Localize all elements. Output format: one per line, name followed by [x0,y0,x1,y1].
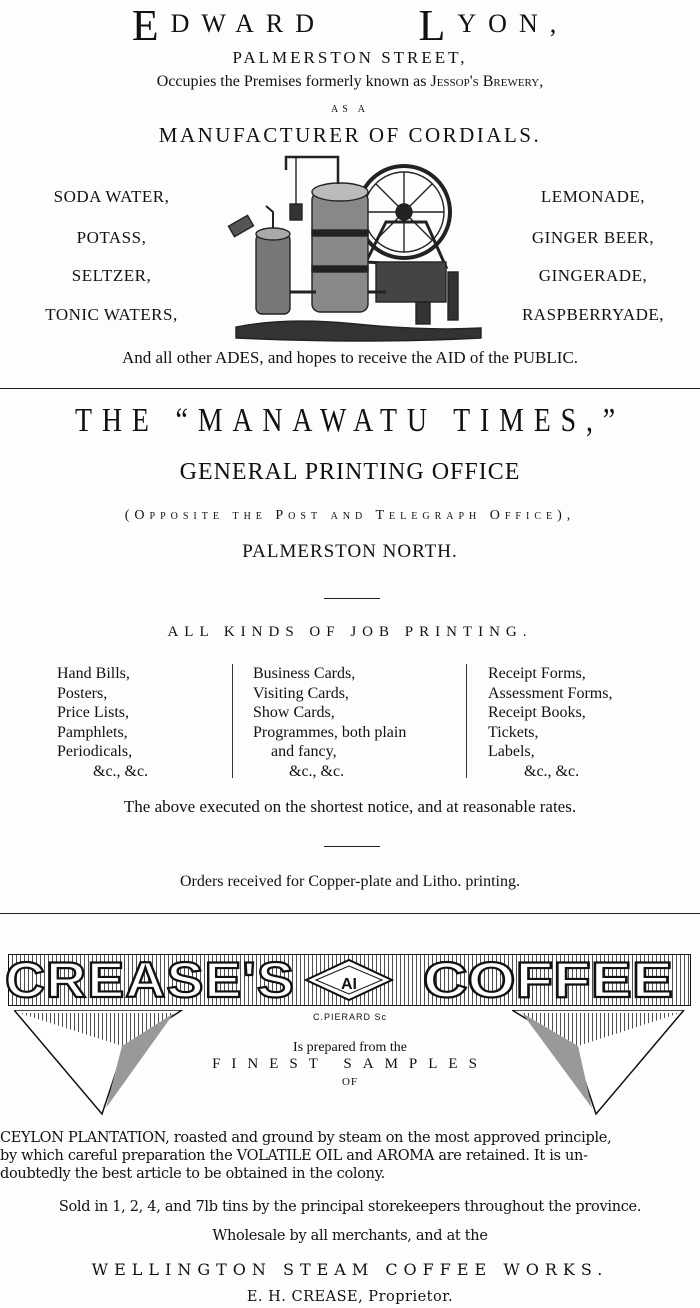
banner-badge-ai: AI [341,976,357,993]
initial-l: L [418,1,458,50]
town-line: PALMERSTON NORTH. [242,541,458,562]
banner-word-coffee: COFFEE [423,952,673,1008]
banner-word-creases: CREASE'S [5,952,295,1008]
short-rule-1 [324,598,380,599]
last-name-rest: YON, [457,9,569,38]
drink-left-1: SODA WATER, [53,187,170,206]
occupies-line [0,73,700,91]
section-divider-2 [0,913,700,914]
executed-notice: The above executed on the shortest notice, and at reasonable rates. [123,797,577,816]
coffee-works-line: WELLINGTON STEAM COFFEE WORKS. [91,1260,609,1279]
as-a-line: AS A [331,104,369,115]
proprietor-title: Proprietor. [363,1289,454,1305]
crease-banner-lettering [0,950,700,1012]
street-line: PALMERSTON STREET, [232,48,468,67]
printing-office-heading: GENERAL PRINTING OFFICE [179,459,521,485]
finest-samples-line: FINEST SAMPLES [212,1056,488,1072]
orders-notice: Orders received for Copper-plate and Litho. printing. [179,873,520,890]
manufacturer-line: MANUFACTURER OF CORDIALS. [158,123,542,147]
drink-left-3: SELTZER, [71,266,152,285]
job-list-col-2 [253,664,406,781]
job-item: Assessment Forms, [488,684,613,702]
job-item: Hand Bills, [57,665,130,682]
job-item: Show Cards, [253,704,335,721]
job-item: Price Lists, [57,704,129,721]
coffee-description [0,1129,700,1183]
job-item: &c., &c. [289,762,345,780]
description-line: CEYLON PLANTATION, roasted and ground by steam on the most approved principle, [0,1130,612,1146]
job-item: Tickets, [488,723,539,741]
description-line: doubtedly the best article to be obtained in the colony. [0,1166,385,1182]
of-line: OF [341,1076,359,1088]
first-name-rest: DWARD [170,9,326,38]
job-item: &c., &c. [93,762,149,780]
drink-left-2: POTASS, [76,228,147,247]
job-item: Receipt Forms, [488,665,586,682]
job-list-col-3 [488,664,612,781]
job-item: Business Cards, [253,665,356,682]
drink-right-1: LEMONADE, [540,187,646,206]
sold-in-tins-line: Sold in 1, 2, 4, and 7lb tins by the principal storekeepers throughout the province. [58,1199,642,1215]
job-item: and fancy, [271,743,337,760]
ades-tagline: And all other ADES, and hopes to receive the AID of the PUBLIC. [121,348,579,367]
soda-machine-illustration [226,152,488,346]
job-list-col-1 [57,664,148,781]
wholesale-line: Wholesale by all merchants, and at the [212,1228,488,1244]
short-rule-2 [324,846,380,847]
job-item: Labels, [488,743,535,760]
column-divider [232,664,233,778]
prepared-line: Is prepared from the [293,1040,407,1055]
drink-right-4: RASPBERRYADE, [521,305,665,324]
manawatu-times-title: THE “MANAWATU TIMES,” [74,402,626,439]
section-divider-1 [0,388,700,389]
brewery-name: Jessop's Brewery, [430,73,544,90]
drink-left-4: TONIC WATERS, [45,305,178,324]
job-item: Posters, [57,684,108,702]
column-divider [466,664,467,778]
job-item: Pamphlets, [57,723,128,741]
drink-right-2: GINGER BEER, [531,228,655,247]
job-item: Visiting Cards, [253,684,349,702]
description-line: by which careful preparation the VOLATILE OIL and AROMA are retained. It is un- [0,1148,588,1164]
job-item: Periodicals, [57,743,133,760]
proprietor-name: E. H. CREASE, [246,1289,364,1305]
opposite-post-office-line: (Opposite the Post and Telegraph Office), [124,508,576,523]
initial-e: E [131,1,171,50]
drink-right-3: GINGERADE, [538,266,648,285]
engraver-credit: C.PIERARD Sc [312,1012,387,1022]
edward-lyon-heading [0,0,700,51]
job-item: &c., &c. [524,762,580,780]
job-printing-heading: ALL KINDS OF JOB PRINTING. [167,624,533,640]
job-item: Receipt Books, [488,704,586,721]
job-item: Programmes, both plain [253,723,407,741]
occupies-text: Occupies the Premises formerly known as [156,73,431,90]
proprietor-line [0,1289,700,1305]
